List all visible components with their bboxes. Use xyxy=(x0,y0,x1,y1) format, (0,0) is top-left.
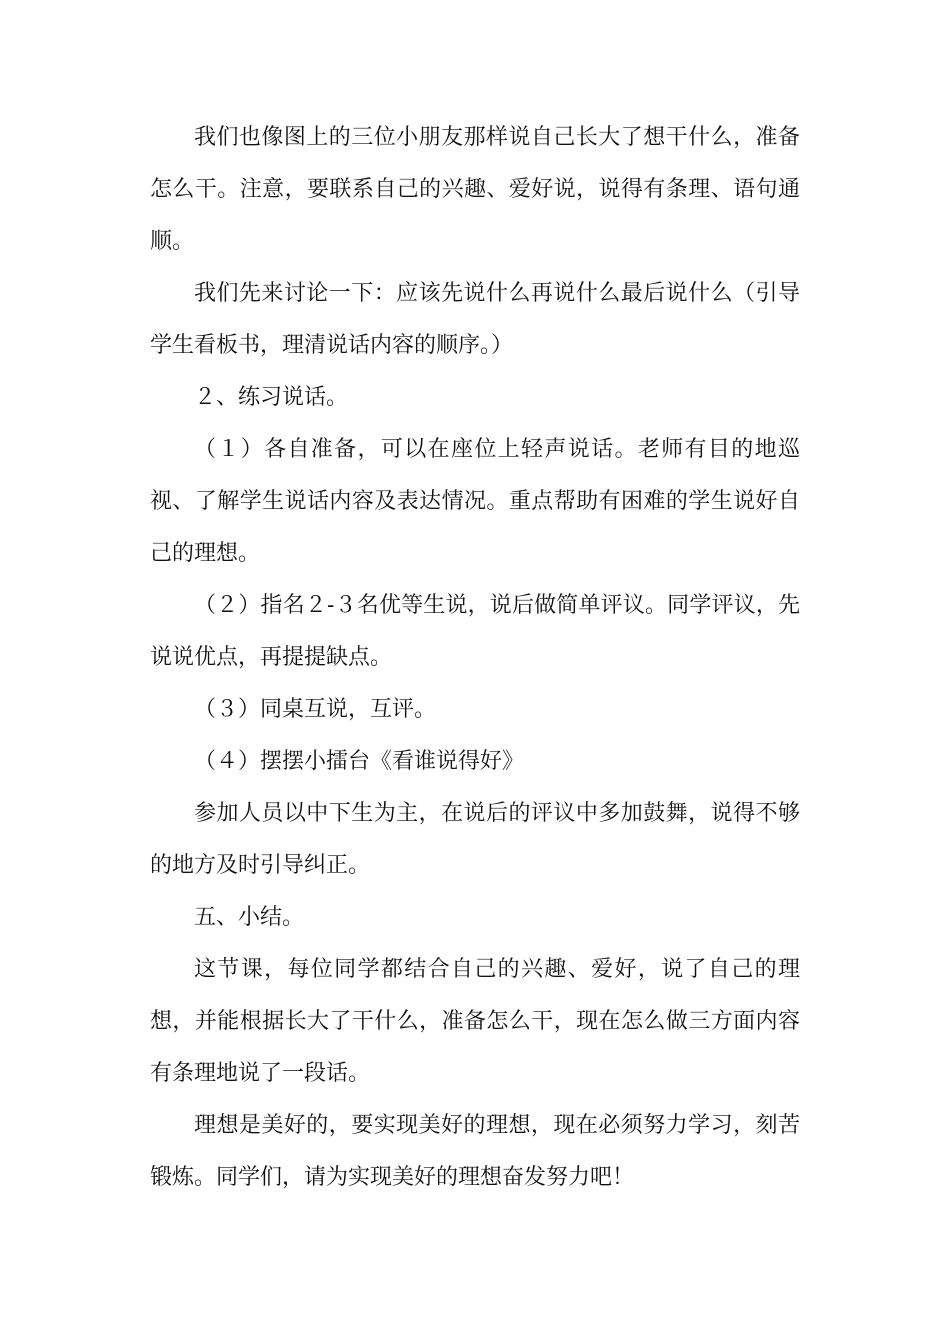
paragraph-discussion: 我们先来讨论一下：应该先说什么再说什么最后说什么（引导学生看板书，理清说话内容的顺序。） xyxy=(150,281,800,358)
paragraph-step-4: （４）摆摆小擂台《看谁说得好》 xyxy=(194,749,525,774)
paragraph-summary: 这节课，每位同学都结合自己的兴趣、爱好，说了自己的理想，并能根据长大了干什么，准备怎么干，现在怎么做三方面内容有条理地说了一段话。 xyxy=(150,957,800,1086)
paragraph-practice-heading: ２、练习说话。 xyxy=(194,385,349,410)
paragraph-career-intro: 我们也像图上的三位小朋友那样说自己长大了想干什么，准备怎么干。注意，要联系自己的兴趣、爱好说，说得有条理、语句通顺。 xyxy=(150,125,800,254)
document-body xyxy=(150,112,800,1204)
paragraph-participants: 参加人员以中下生为主，在说后的评议中多加鼓舞，说得不够的地方及时引导纠正。 xyxy=(150,801,800,878)
paragraph-step-1: （１）各自准备，可以在座位上轻声说话。老师有目的地巡视、了解学生说话内容及表达情况。重点帮助有困难的学生说好自己的理想。 xyxy=(150,437,800,566)
paragraph-step-3: （３）同桌互说，互评。 xyxy=(194,697,437,722)
paragraph-conclusion: 理想是美好的，要实现美好的理想，现在必须努力学习，刻苦锻炼。同学们，请为实现美好的理想奋发努力吧！ xyxy=(150,1113,800,1190)
paragraph-summary-heading: 五、小结。 xyxy=(194,905,305,930)
paragraph-step-2: （２）指名２-３名优等生说，说后做简单评议。同学评议，先说说优点，再提提缺点。 xyxy=(150,593,800,670)
